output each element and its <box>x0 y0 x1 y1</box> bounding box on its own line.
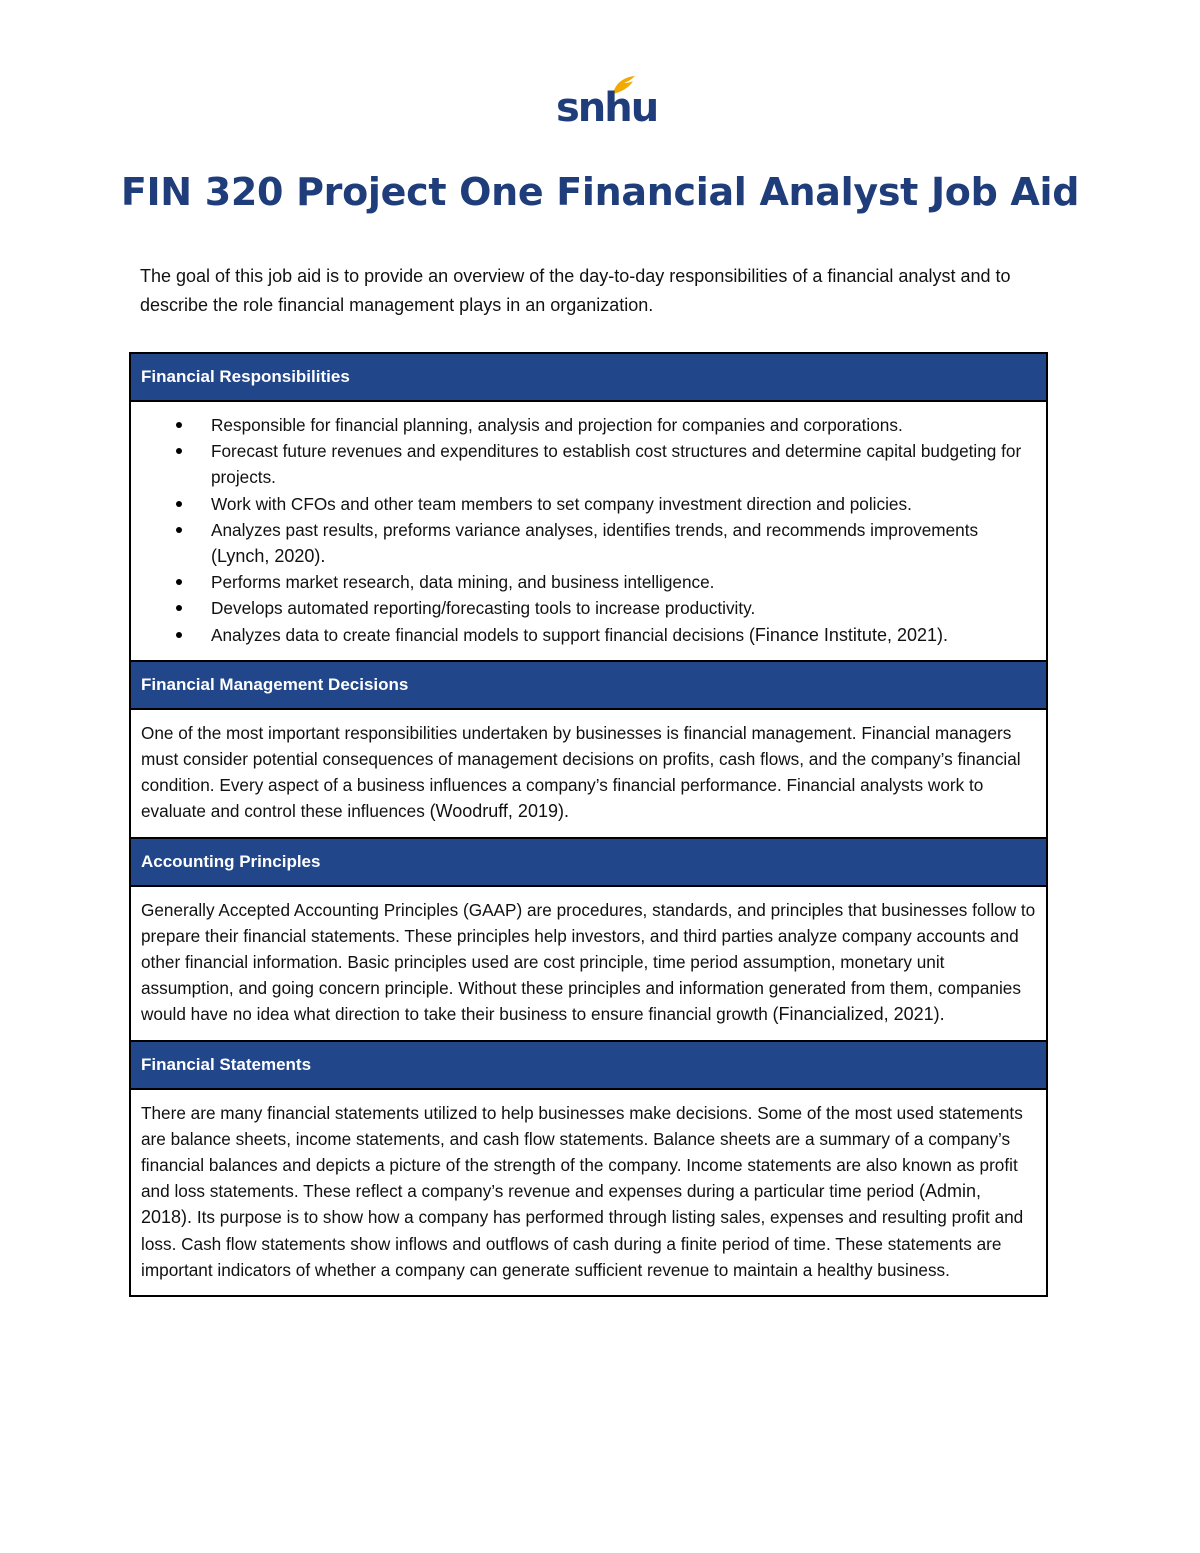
section-text: There are many financial statements utilized to help businesses make decisions. Some of the most used statements are balance sheets, income statements, and cash flow statements. Balance sheets are a summary of a company’s financial balances and depicts a picture of the strength of the company. Income statements are also known as profit and loss statements. These reflect a company’s revenue and expenses during a particular time period <box>141 1102 1023 1202</box>
section-title: Financial Management Decisions <box>141 674 409 694</box>
list-item: Work with CFOs and other team members to set company investment direction and policies. <box>211 491 1036 517</box>
citation: (Finance Institute, 2021). <box>748 624 948 645</box>
section-title: Financial Statements <box>141 1054 312 1074</box>
job-aid-table <box>129 352 1048 1297</box>
section-body-financial-management-decisions <box>131 710 1046 839</box>
section-header-accounting-principles <box>131 839 1046 887</box>
list-item: Performs market research, data mining, and business intelligence. <box>211 569 1036 595</box>
citation: (Admin, 2018). <box>141 1181 982 1228</box>
citation: (Lynch, 2020). <box>211 546 326 567</box>
snhu-logo <box>553 70 658 135</box>
logo-wordmark: snhu <box>556 85 658 131</box>
section-text: Its purpose is to show how a company has performed through listing sales, expenses and resulting profit and loss. Cash flow statements show inflows and outflows of cash during a finite period of time. These statements are important indicators of whether a company can generate sufficient revenue to maintain a healthy business. <box>141 1207 1024 1280</box>
citation: (Financialized, 2021). <box>772 1004 945 1025</box>
section-header-financial-management-decisions <box>131 662 1046 710</box>
page-title: FIN 320 Project One Financial Analyst Job Aid <box>120 170 1080 214</box>
section-title: Accounting Principles <box>141 851 321 871</box>
list-item: Develops automated reporting/forecasting tools to increase productivity. <box>211 595 1036 621</box>
list-item: Forecast future revenues and expenditures to establish cost structures and determine capital budgeting for projects. <box>211 438 1036 490</box>
list-item: Analyzes past results, preforms variance analyses, identifies trends, and recommends improvements (Lynch, 2020). <box>211 517 1036 569</box>
list-item: Analyzes data to create financial models to support financial decisions (Finance Institute, 2021). <box>211 622 1036 648</box>
section-header-financial-statements <box>131 1042 1046 1090</box>
intro-paragraph: The goal of this job aid is to provide an overview of the day-to-day responsibilities of a financial analyst and to describe the role financial management plays in an organization. <box>140 266 1011 315</box>
list-item: Responsible for financial planning, analysis and projection for companies and corporations. <box>211 412 1036 438</box>
section-body-accounting-principles <box>131 887 1046 1042</box>
section-title: Financial Responsibilities <box>141 367 350 386</box>
section-text: Generally Accepted Accounting Principles (GAAP) are procedures, standards, and principles that businesses follow to prepare their financial statements. These principles help investors, and third parties analyze company accounts and other financial information. Basic principles used are cost principle, time period assumption, monetary unit assumption, and going concern principle. Without these principles and information generated from them, companies would have no idea what direction to take their business to ensure financial growth <box>141 899 1036 1025</box>
section-text: One of the most important responsibilities undertaken by businesses is financial management. Financial managers must consider potential consequences of management decisions on profits, cash flows, and the company’s financial condition. Every aspect of a business influences a company’s financial performance. Financial analysts work to evaluate and control these influences <box>141 722 1021 822</box>
section-body-financial-statements <box>131 1090 1046 1295</box>
section-body-financial-responsibilities <box>131 402 1046 662</box>
responsibilities-list <box>141 412 1036 648</box>
citation: (Woodruff, 2019). <box>429 801 569 822</box>
section-header-financial-responsibilities <box>131 354 1046 402</box>
